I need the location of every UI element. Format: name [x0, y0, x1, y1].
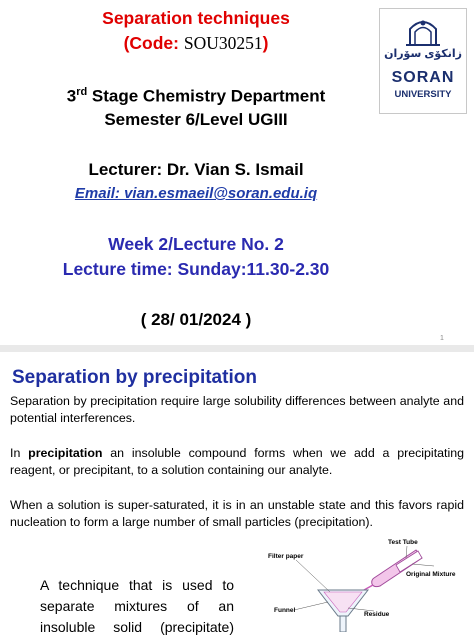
test-tube-icon [372, 550, 422, 587]
code-close: ) [262, 33, 269, 53]
technique-description: A technique that is used to separate mixtures of an insoluble solid (precipitate) [40, 577, 234, 635]
label-original-mixture: Original Mixture [406, 571, 456, 578]
stage-number: 3 [66, 86, 77, 106]
paragraph-solubility: Separation by precipitation require large solubility differences between analyte and potential interferences. [10, 394, 464, 425]
email-link[interactable]: Email: vian.esmaeil@soran.edu.iq [74, 185, 318, 202]
code-value: SOU30251 [183, 33, 263, 53]
lecture-date: ( 28/ 01/2024 ) [140, 310, 252, 329]
funnel-icon [318, 590, 368, 632]
logo-name: SORAN [391, 69, 455, 86]
p2-keyword: precipitation [28, 446, 103, 460]
slide-divider [0, 345, 474, 352]
semester-level: Semester 6/Level UGIII [104, 110, 288, 129]
week-lecture: Week 2/Lecture No. 2 [108, 234, 284, 254]
p2-start: In [10, 446, 29, 460]
lecturer-name: Lecturer: Dr. Vian S. Ismail [88, 160, 304, 179]
page-number: 1 [440, 335, 444, 342]
course-title: Separation techniques [102, 8, 290, 28]
filtration-diagram [256, 538, 466, 632]
slide-heading: Separation by precipitation [12, 367, 257, 388]
stage-text: Stage Chemistry Department [87, 86, 326, 106]
content-slide [0, 352, 474, 635]
p2-rest: an insoluble compound forms when we add a precipitating reagent, or precipitant, to a solution containing our analyte. [10, 446, 465, 477]
label-test-tube: Test Tube [388, 539, 418, 546]
label-funnel: Funnel [274, 607, 296, 614]
stage-suffix: rd [76, 86, 88, 98]
logo-arabic-text: زانكۆی سۆران [384, 48, 462, 60]
label-residue: Residue [364, 611, 390, 618]
logo-emblem-icon [380, 11, 466, 51]
label-filter-paper: Filter paper [268, 553, 304, 560]
code-open: (Code: [123, 33, 179, 53]
lecture-time: Lecture time: Sunday:11.30-2.30 [62, 259, 330, 279]
course-code [0, 33, 392, 54]
paragraph-supersaturated: When a solution is super-saturated, it is in an unstable state and this favors rapid nucleation to form a large number of small particles (precipitation). [10, 498, 464, 529]
logo-subtitle: UNIVERSITY [394, 89, 452, 100]
university-logo [379, 8, 467, 114]
paragraph-precipitation [10, 445, 464, 479]
stage-department [0, 86, 392, 107]
